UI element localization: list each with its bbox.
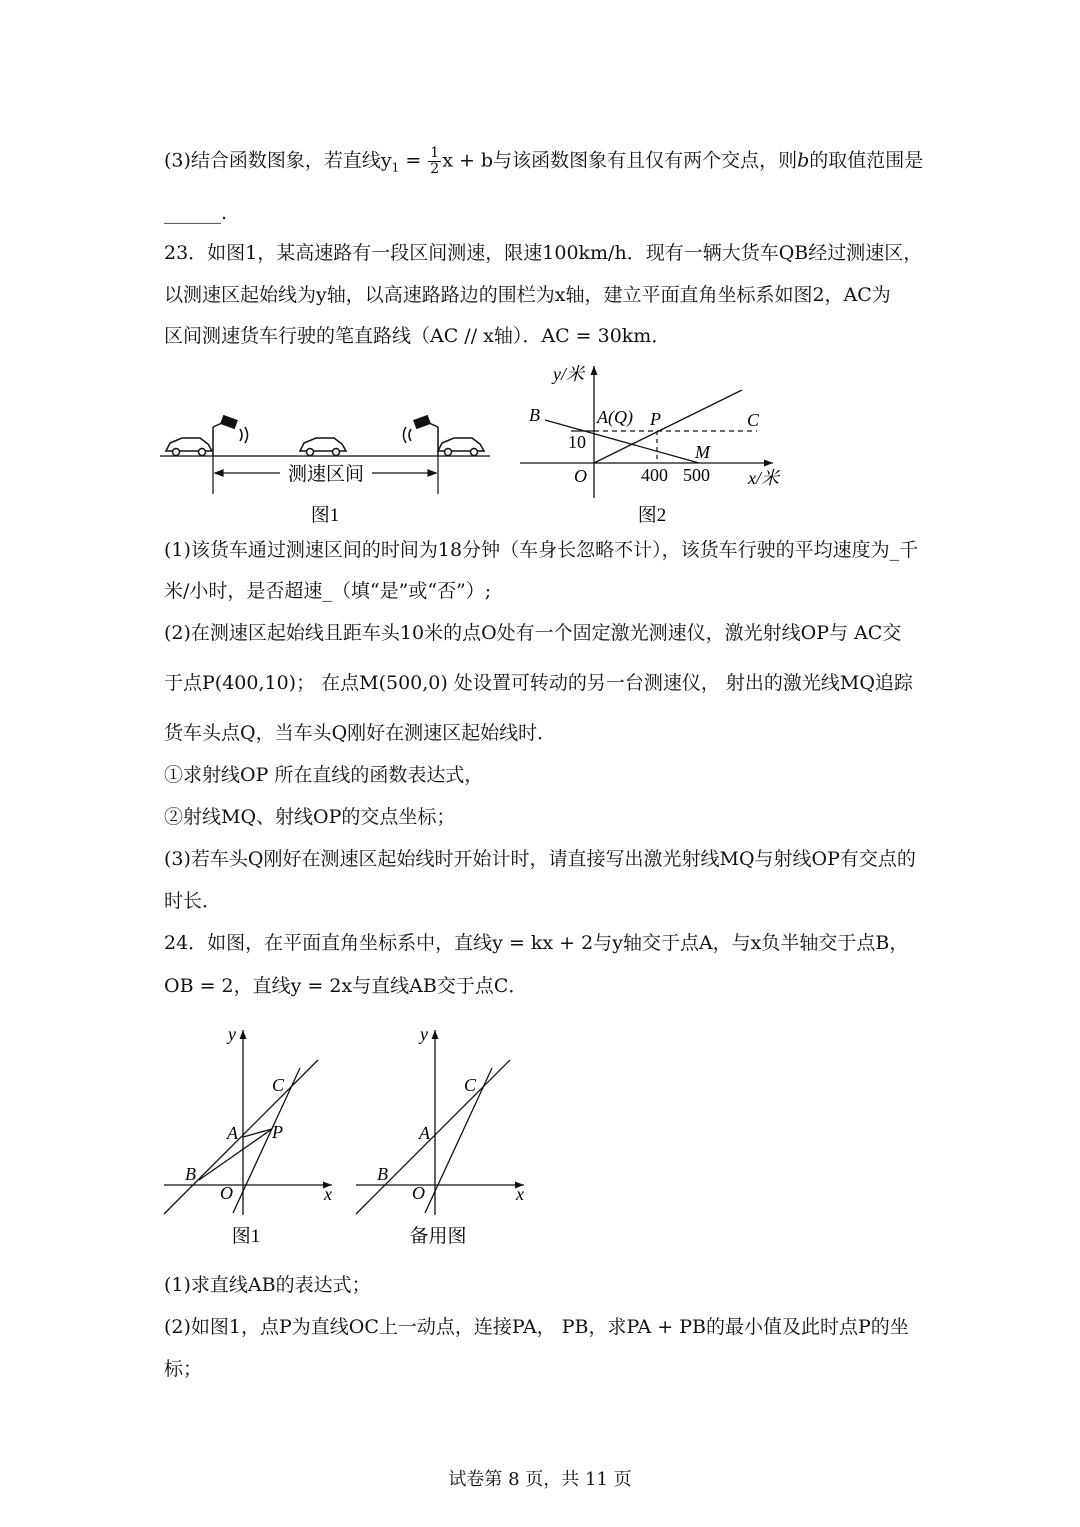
point-c: C bbox=[272, 1075, 285, 1095]
q23-part2-line3: 货车头点Q，当车头Q刚好在测速区起始线时． bbox=[164, 722, 557, 744]
q24-part2-line2: 标； bbox=[164, 1358, 203, 1380]
q23-part3-line2: 时长． bbox=[164, 890, 222, 912]
y-axis-label: y/米 bbox=[553, 364, 584, 384]
q22-part3: (3)结合函数图象，若直线$y_1$ = $\frac{1}{2}$ x + b与该函数图象有且仅有两个交点，则b的取值范围是 bbox=[164, 145, 924, 177]
q23-line2: 以测速区起始线为y轴，以高速路路边的围栏为x轴，建立平面直角坐标系如图2，AC为 bbox=[164, 284, 891, 306]
point-b: B bbox=[529, 405, 540, 425]
var-y: y bbox=[380, 149, 392, 172]
point-p: P bbox=[650, 409, 661, 429]
q23-part2-line1: (2)在测速区起始线且距车头10米的点O处有一个固定激光测速仪，激光射线OP与 AC交 bbox=[164, 622, 902, 644]
label-y: y bbox=[228, 1024, 236, 1044]
tick-500: 500 bbox=[683, 465, 710, 485]
car-icon-right bbox=[438, 438, 484, 456]
q23-part2-sub2: ②射线MQ、射线OP的交点坐标； bbox=[164, 806, 456, 828]
point-a: A bbox=[227, 1123, 238, 1143]
point-b: B bbox=[377, 1164, 388, 1184]
figure-1-caption: 图1 bbox=[310, 505, 340, 526]
q23-part2-line2: 于点P(400,10)； 在点M(500,0) 处设置可转动的另一台测速仪， 射出的激光线MQ追踪 bbox=[164, 672, 913, 694]
q24-part1: (1)求直线AB的表达式； bbox=[164, 1274, 371, 1296]
label-x: x bbox=[324, 1184, 332, 1204]
q23-part3-line1: (3)若车头Q刚好在测速区起始线时开始计时，请直接写出激光射线MQ与射线OP有交点的 bbox=[164, 848, 916, 870]
q23-part1-line1: (1)该货车通过测速区间的时间为18分钟（车身长忽略不计），该货车行驶的平均速度为_千 bbox=[164, 539, 919, 561]
point-a: A bbox=[419, 1123, 430, 1143]
q24-part2-line1: (2)如图1，点P为直线OC上一动点，连接PA， PB，求PA + PB的最小值及此时点P的坐 bbox=[164, 1316, 909, 1338]
camera-icon-right bbox=[404, 416, 439, 456]
figure-2-caption: 图2 bbox=[637, 505, 667, 526]
figure-1-caption: 图1 bbox=[231, 1226, 261, 1247]
q24-backup-figure bbox=[352, 1020, 537, 1252]
backup-figure-caption: 备用图 bbox=[409, 1226, 467, 1247]
point-b: B bbox=[185, 1164, 196, 1184]
point-c: C bbox=[464, 1075, 477, 1095]
car-icon-left bbox=[166, 438, 212, 456]
q24-line1: 24．如图，在平面直角坐标系中，直线y = kx + 2与y轴交于点A，与x负半轴交于点B， bbox=[164, 932, 909, 954]
origin-o: O bbox=[220, 1183, 233, 1203]
q23-figure-1 bbox=[160, 405, 500, 530]
x-axis-label: x/米 bbox=[748, 468, 779, 488]
point-m: M bbox=[695, 442, 710, 462]
tick-400: 400 bbox=[641, 465, 668, 485]
q23-line1: 23．如图1，某高速路有一段区间测速，限速100km/h．现有一辆大货车QB经过测速区， bbox=[164, 242, 923, 264]
fraction-half: $\frac{1}{2}$ bbox=[430, 145, 440, 177]
q23-figure-2 bbox=[515, 358, 795, 530]
tick-10: 10 bbox=[568, 432, 586, 452]
label-y: y bbox=[420, 1024, 428, 1044]
q23-part2-sub1: ①求射线OP 所在直线的函数表达式， bbox=[164, 764, 484, 786]
line-ab bbox=[164, 1060, 318, 1214]
q23-part1-line2: 米/小时，是否超速_（填“是”或“否”）; bbox=[164, 580, 492, 602]
answer-blank: ______. bbox=[164, 202, 228, 224]
origin-o: O bbox=[574, 466, 587, 486]
interval-label: 测速区间 bbox=[287, 464, 365, 485]
line-ab bbox=[356, 1060, 510, 1214]
q23-line3: 区间测速货车行驶的笔直路线（AC // x轴）．AC = 30km． bbox=[164, 325, 671, 347]
page-footer: 试卷第 8 页，共 11 页 bbox=[448, 1469, 632, 1490]
label-x: x bbox=[516, 1184, 524, 1204]
origin-o: O bbox=[412, 1183, 425, 1203]
car-icon-middle bbox=[300, 438, 346, 456]
camera-icon-left bbox=[213, 416, 248, 456]
point-c: C bbox=[747, 410, 760, 430]
point-aq: A(Q) bbox=[597, 407, 633, 427]
q24-figure-1 bbox=[160, 1020, 345, 1252]
point-p: P bbox=[272, 1122, 283, 1142]
q24-line2: OB = 2，直线y = 2x与直线AB交于点C． bbox=[164, 975, 528, 997]
